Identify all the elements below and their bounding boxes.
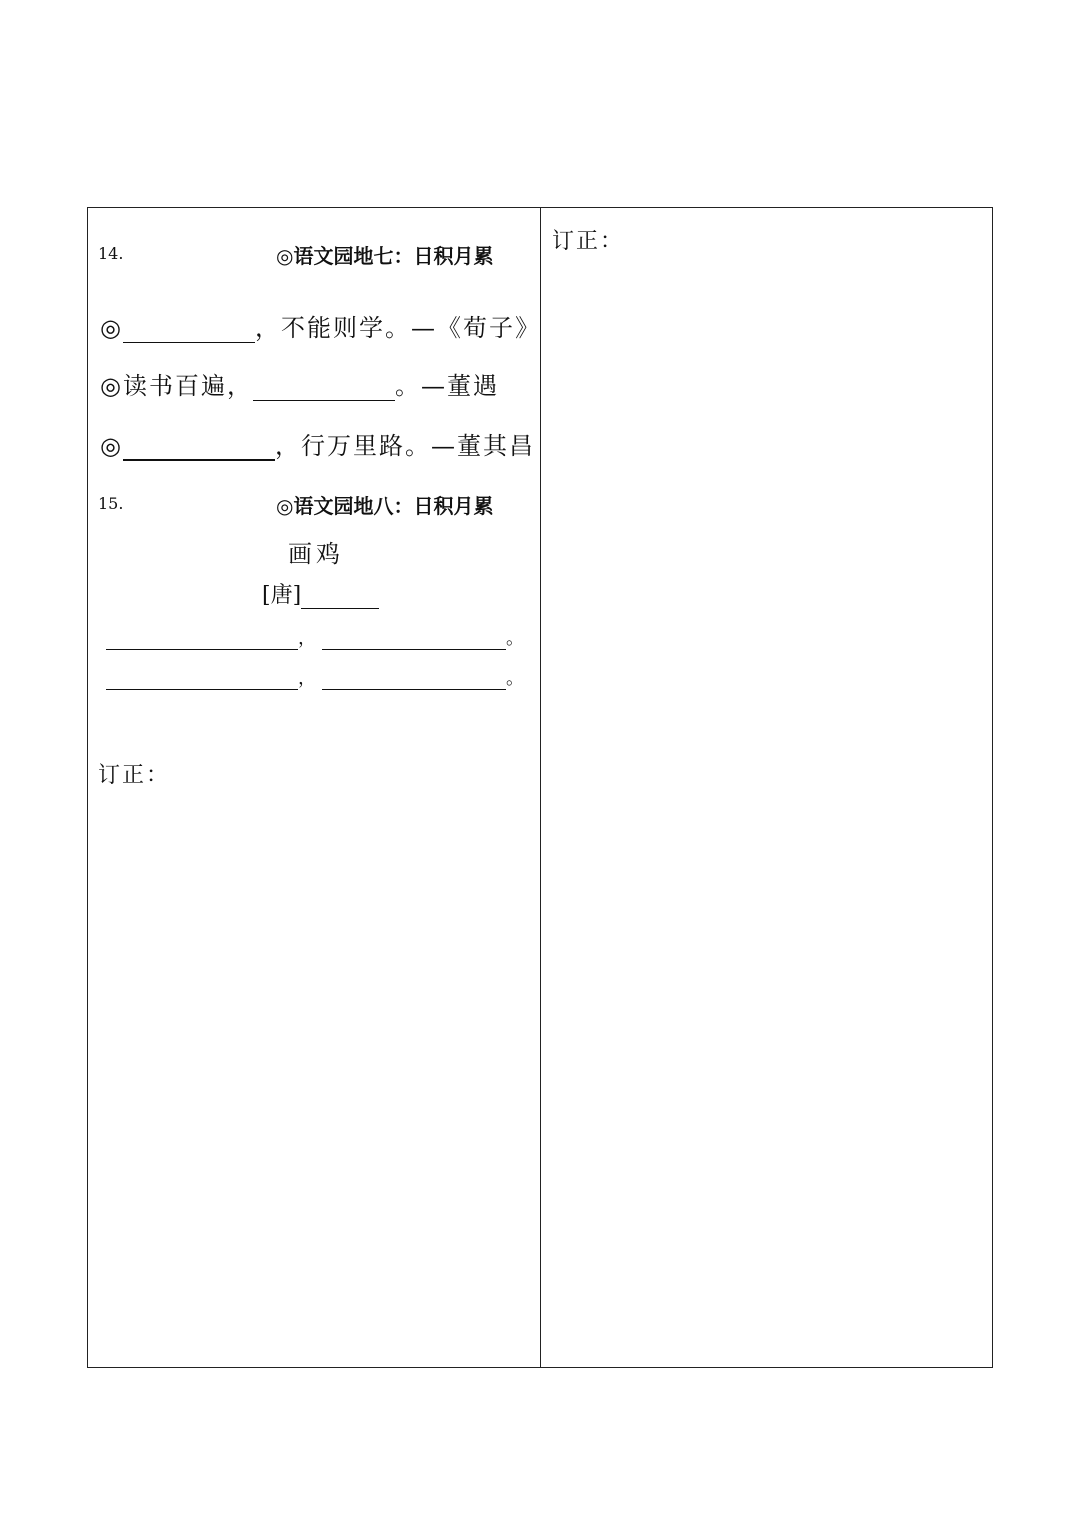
q14-line-2 <box>100 366 499 401</box>
poem-line-1-blank-a[interactable] <box>106 631 298 650</box>
q14-line-1-blank[interactable] <box>123 314 255 343</box>
q14-line-1 <box>100 308 541 343</box>
poem-author-blank[interactable] <box>301 586 379 609</box>
poem-line-2 <box>106 664 524 690</box>
left-correction-label: 订正： <box>98 763 171 788</box>
q14-line-3 <box>100 426 535 461</box>
q14-line-1-prefix: ◎ <box>100 314 123 342</box>
poem-line-2-period: 。 <box>506 668 524 689</box>
poem-dynasty: [唐] <box>262 583 302 608</box>
q14-line-3-suffix: ，行万里路。—董其昌 <box>274 432 535 460</box>
poem-author-line <box>262 578 379 609</box>
right-correction-label: 订正： <box>552 229 625 254</box>
poem-line-1 <box>106 624 524 650</box>
question-14-section-title: ◎语文园地七：日积月累 <box>276 244 494 268</box>
q14-line-3-prefix: ◎ <box>100 432 123 460</box>
column-divider <box>540 208 541 1367</box>
question-14-number: 14. <box>98 244 124 263</box>
question-15-section-title: ◎语文园地八：日积月累 <box>276 494 494 518</box>
poem-line-2-blank-a[interactable] <box>106 671 298 690</box>
q14-line-1-suffix: ，不能则学。—《荀子》 <box>254 314 541 342</box>
poem-title: 画鸡 <box>288 540 344 568</box>
q14-line-2-prefix: ◎读书百遍， <box>100 372 253 400</box>
q14-line-2-suffix: 。—董遇 <box>394 372 499 400</box>
worksheet-table <box>87 207 993 1368</box>
poem-line-1-blank-b[interactable] <box>322 631 506 650</box>
question-15-number: 15. <box>98 494 124 513</box>
q14-line-2-blank[interactable] <box>253 372 395 401</box>
q14-line-3-blank[interactable] <box>123 431 275 461</box>
poem-line-1-comma: ， <box>298 628 316 649</box>
poem-line-1-period: 。 <box>506 628 524 649</box>
poem-line-2-blank-b[interactable] <box>322 671 506 690</box>
poem-line-2-comma: ， <box>298 668 316 689</box>
